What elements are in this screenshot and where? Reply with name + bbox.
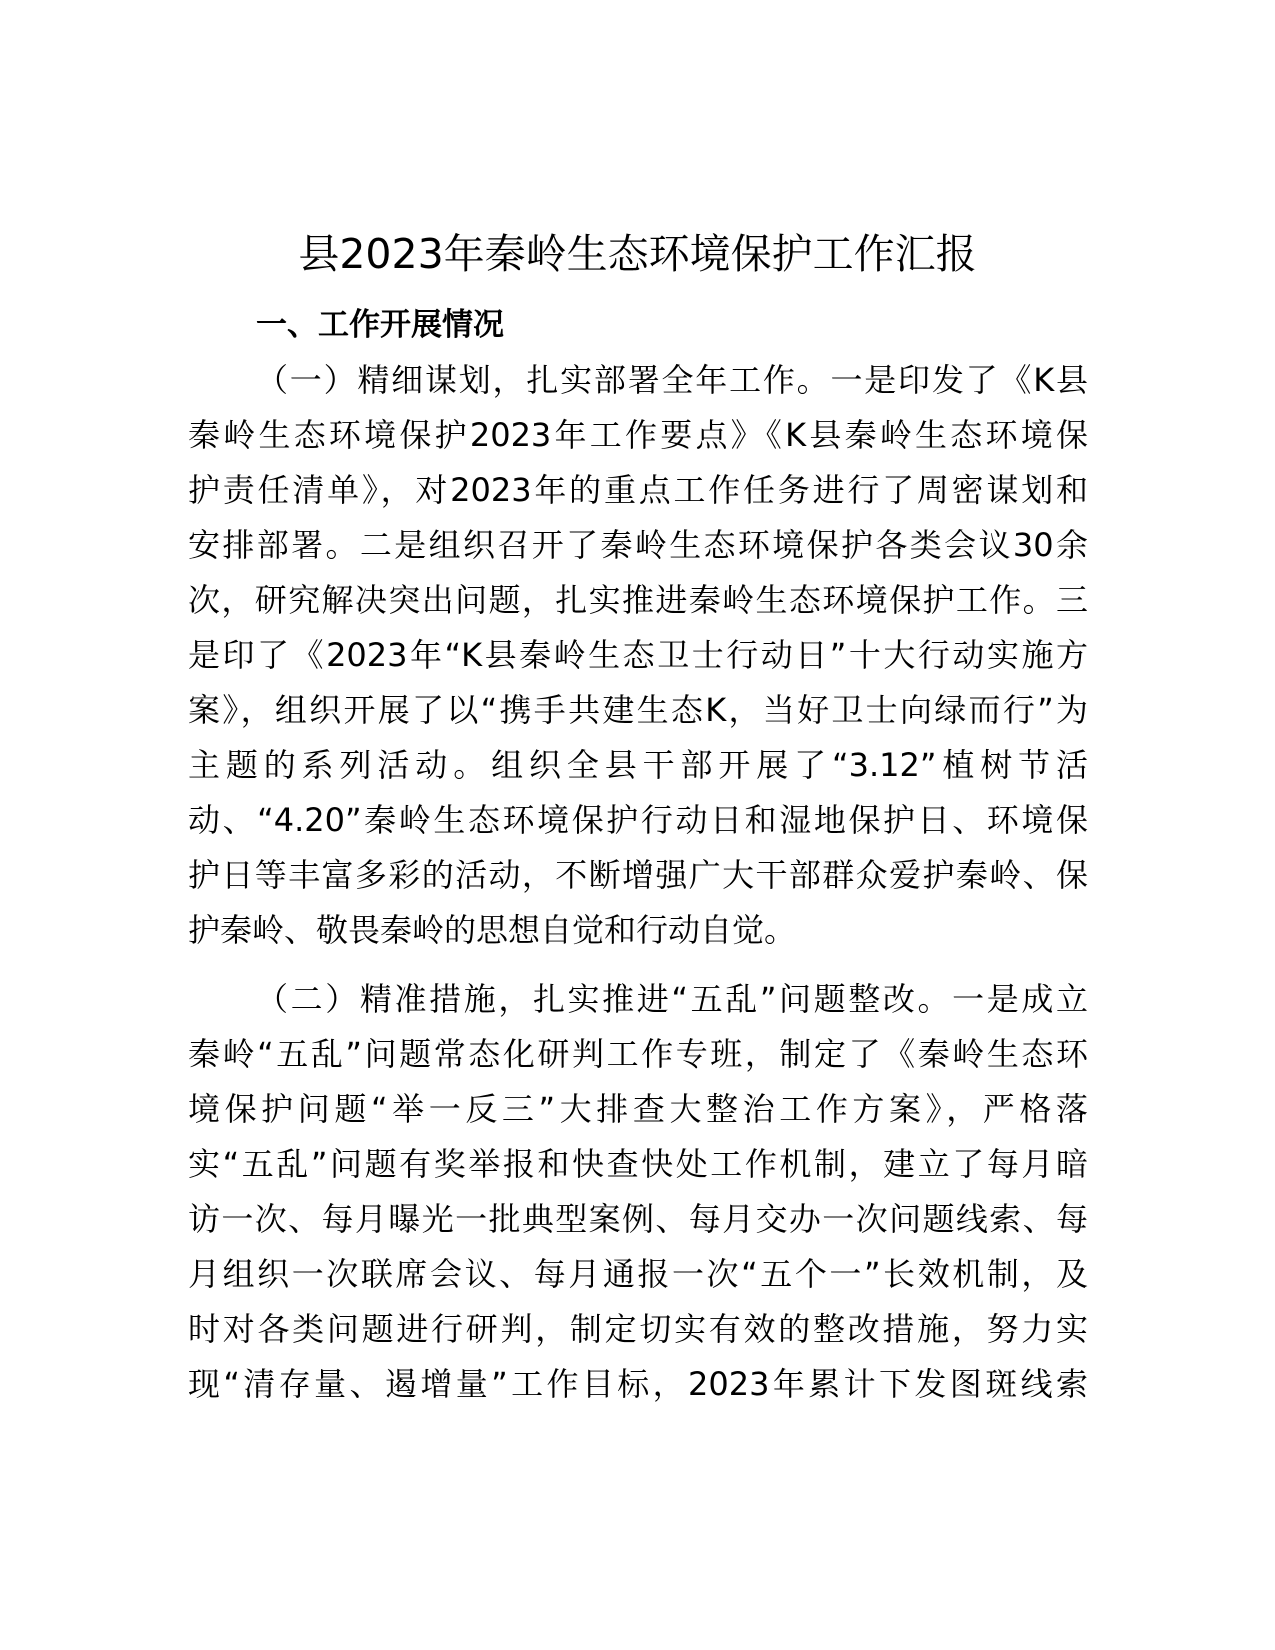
document-title: 县2023年秦岭生态环境保护工作汇报 [298,230,977,278]
section-heading: 一、工作开展情况 [256,307,504,343]
paragraph-line: 护责任清单》，对2023年的重点工作任务进行了周密谋划和 [188,471,1088,509]
paragraph-line: 秦岭生态环境保护2023年工作要点》《K县秦岭生态环境保 [188,416,1088,454]
paragraph-line: 护日等丰富多彩的活动，不断增强广大干部群众爱护秦岭、保 [188,856,1088,894]
paragraph-line: 访一次、每月曝光一批典型案例、每月交办一次问题线索、每 [188,1200,1088,1238]
paragraph-line: 案》，组织开展了以“携手共建生态K，当好卫士向绿而行”为 [188,691,1088,729]
paragraph-line: 现“清存量、遏增量”工作目标，2023年累计下发图斑线索 [188,1365,1088,1403]
paragraph-line: 动、“4.20”秦岭生态环境保护行动日和湿地保护日、环境保 [188,801,1088,839]
paragraph-line: 实“五乱”问题有奖举报和快查快处工作机制，建立了每月暗 [188,1145,1088,1183]
paragraph-line: 是印了《2023年“K县秦岭生态卫士行动日”十大行动实施方 [188,636,1088,674]
paragraph-line: 主题的系列活动。组织全县干部开展了“3.12”植树节活 [188,746,1088,784]
paragraph-line: （一）精细谋划，扎实部署全年工作。一是印发了《K县 [256,361,1088,399]
paragraph-line: 安排部署。二是组织召开了秦岭生态环境保护各类会议30余 [188,526,1088,564]
paragraph-line: 月组织一次联席会议、每月通报一次“五个一”长效机制，及 [188,1255,1088,1293]
paragraph-line: 秦岭“五乱”问题常态化研判工作专班，制定了《秦岭生态环 [188,1035,1088,1073]
paragraph-line: 次，研究解决突出问题，扎实推进秦岭生态环境保护工作。三 [188,581,1088,619]
paragraph-line: 护秦岭、敬畏秦岭的思想自觉和行动自觉。 [188,911,797,949]
paragraph-line: 时对各类问题进行研判，制定切实有效的整改措施，努力实 [188,1310,1088,1348]
paragraph-line: （二）精准措施，扎实推进“五乱”问题整改。一是成立 [256,980,1088,1018]
paragraph-line: 境保护问题“举一反三”大排查大整治工作方案》，严格落 [188,1090,1088,1128]
